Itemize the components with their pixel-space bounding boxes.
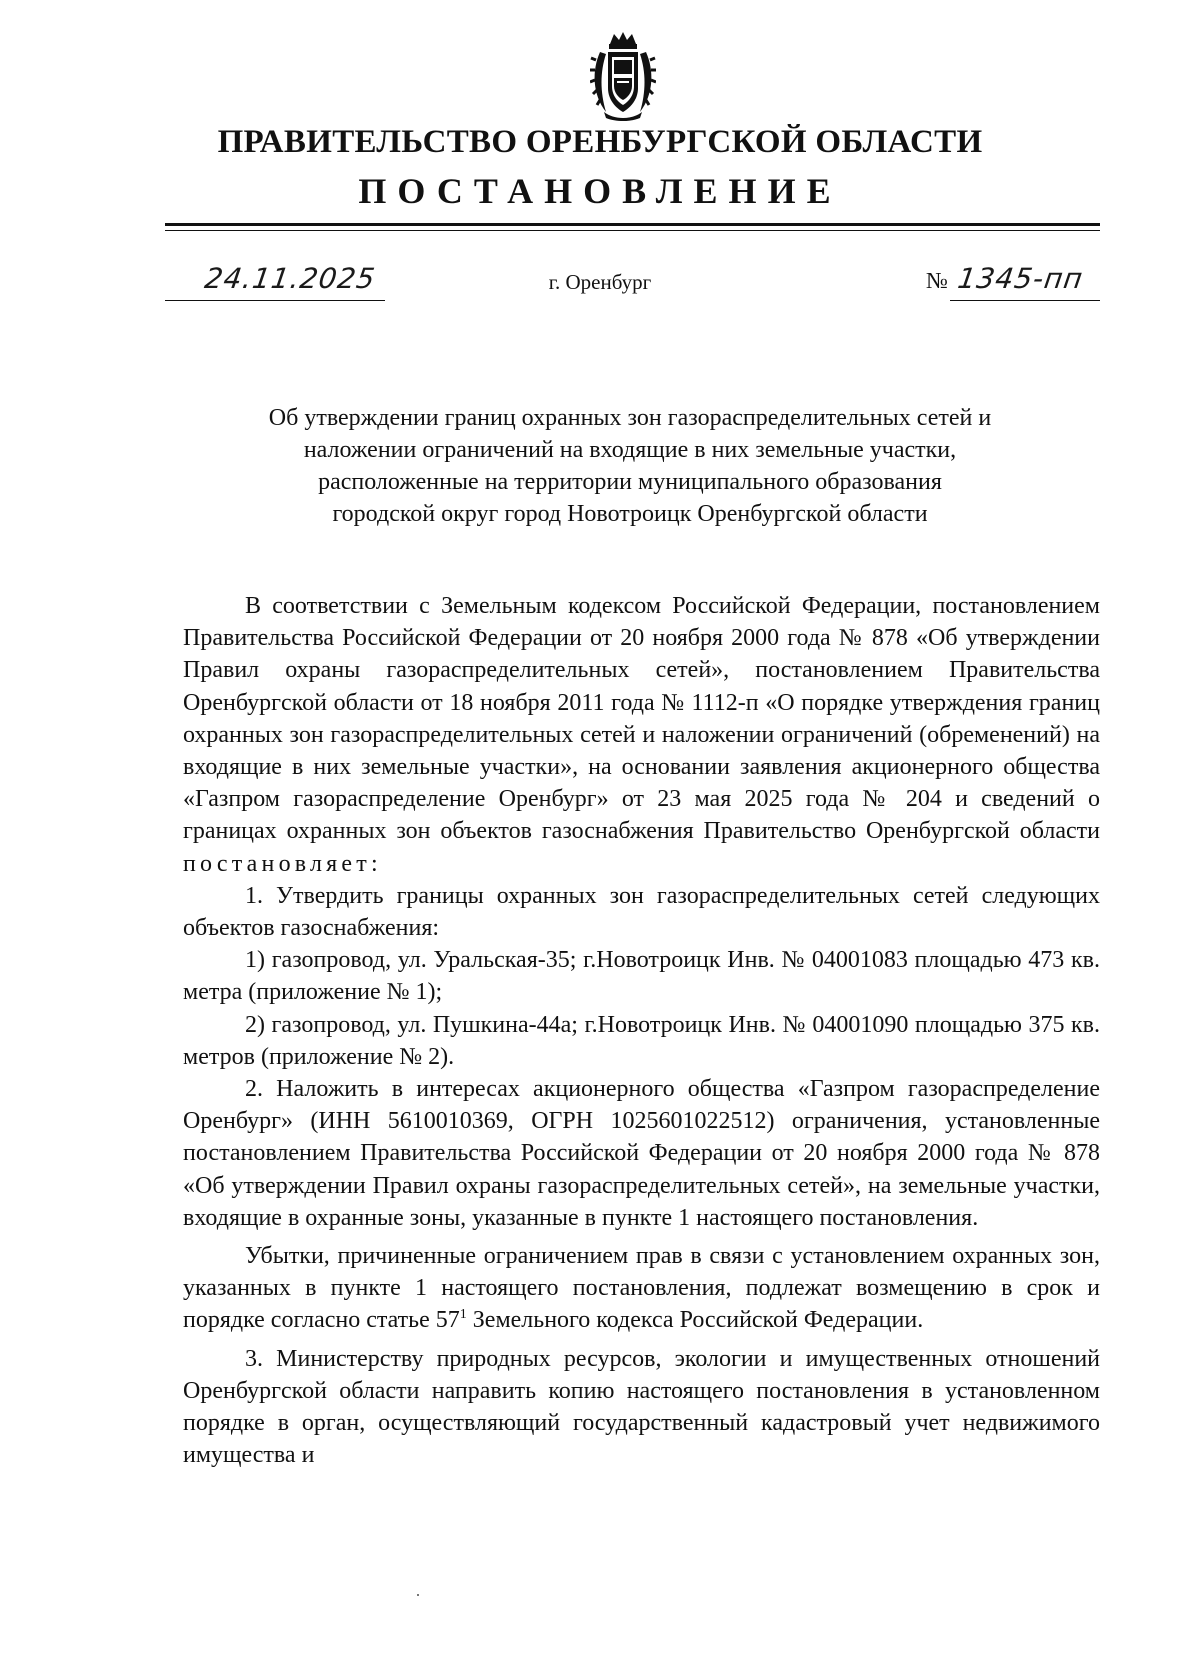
document-body — [183, 590, 1100, 1471]
subject-line: наложении ограничений на входящие в них земельные участки, — [303, 437, 957, 463]
preamble-resolves: постановляет: — [183, 850, 382, 877]
document-date: 24.11.2025 — [202, 262, 378, 295]
number-label: № — [926, 268, 948, 293]
subject-line: Об утверждении границ охранных зон газораспределительных сетей и — [268, 405, 992, 431]
body-paragraph-subitem-1: 1) газопровод, ул. Уральская-35; г.Новотроицк Инв. № 04001083 площадью 473 кв. метра (приложение № 1); — [183, 947, 1100, 1006]
document-type: ПОСТАНОВЛЕНИЕ — [358, 171, 842, 211]
header-rule-thick — [165, 223, 1100, 226]
body-paragraph-subitem-2: 2) газопровод, ул. Пушкина-44а; г.Новотроицк Инв. № 04001090 площадью 375 кв. метров (приложение № 2). — [183, 1011, 1100, 1070]
subject-line: городской округ город Новотроицк Оренбургской области — [332, 501, 928, 527]
article-superscript: 1 — [459, 1307, 467, 1323]
subject-line: расположенные на территории муниципального образования — [318, 469, 942, 495]
document-city: г. Оренбург — [548, 270, 652, 294]
body-paragraph-preamble — [183, 590, 1100, 880]
coat-of-arms-icon — [590, 30, 656, 122]
losses-text-end: Земельного кодекса Российской Федерации. — [466, 1307, 924, 1334]
body-paragraph-item-1: 1. Утвердить границы охранных зон газораспределительных сетей следующих объектов газоснабжения: — [183, 882, 1100, 942]
number-underline — [950, 300, 1100, 301]
date-underline — [165, 300, 385, 301]
scan-speck — [417, 1594, 419, 1596]
document-number: 1345-пп — [955, 262, 1086, 295]
organization-title: ПРАВИТЕЛЬСТВО ОРЕНБУРГСКОЙ ОБЛАСТИ — [217, 124, 983, 160]
losses-text: Убытки, причиненные ограничением прав в связи с установлением охранных зон, указанных в пункте 1 настоящего постановления, подлежат возмещению в срок и порядке согласно статье 57 — [183, 1243, 1100, 1334]
body-paragraph-item-3: 3. Министерству природных ресурсов, экологии и имущественных отношений Оренбургской области направить копию настоящего постановления в установленном порядке в орган, осуществляющий государственный кадастровый учет недвижимого имущества и — [183, 1345, 1100, 1469]
header-rule-thin — [165, 230, 1100, 231]
body-paragraph-item-2: 2. Наложить в интересах акционерного общества «Газпром газораспределение Оренбург» (ИНН 5610010369, ОГРН 1025601022512) ограничения, установленные постановлением Правительства Российской Федерации от 20 ноября 2000 года № 878 «Об утверждении Правил охраны газораспределительных сетей», на земельные участки, входящие в охранные зоны, указанные в пункте 1 настоящего постановления. — [183, 1076, 1100, 1231]
preamble-text: В соответствии с Земельным кодексом Российской Федерации, постановлением Правительства Российской Федерации от 20 ноября 2000 года № 878 «Об утверждении Правил охраны газораспределительных сетей», постановлением Правительства Оренбургской области от 18 ноября 2011 года № 1112-п «О порядке утверждения границ охранных зон газораспределительных сетей и наложении ограничений (обременений) на входящие в них земельные участки», на основании заявления акционерного общества «Газпром газораспределение Оренбург» от 23 мая 2025 года № 204 и сведений о границах охранных зон объектов газоснабжения Правительство Оренбургской области — [183, 593, 1100, 845]
document-subject — [180, 402, 1080, 530]
body-paragraph-losses — [183, 1240, 1100, 1337]
